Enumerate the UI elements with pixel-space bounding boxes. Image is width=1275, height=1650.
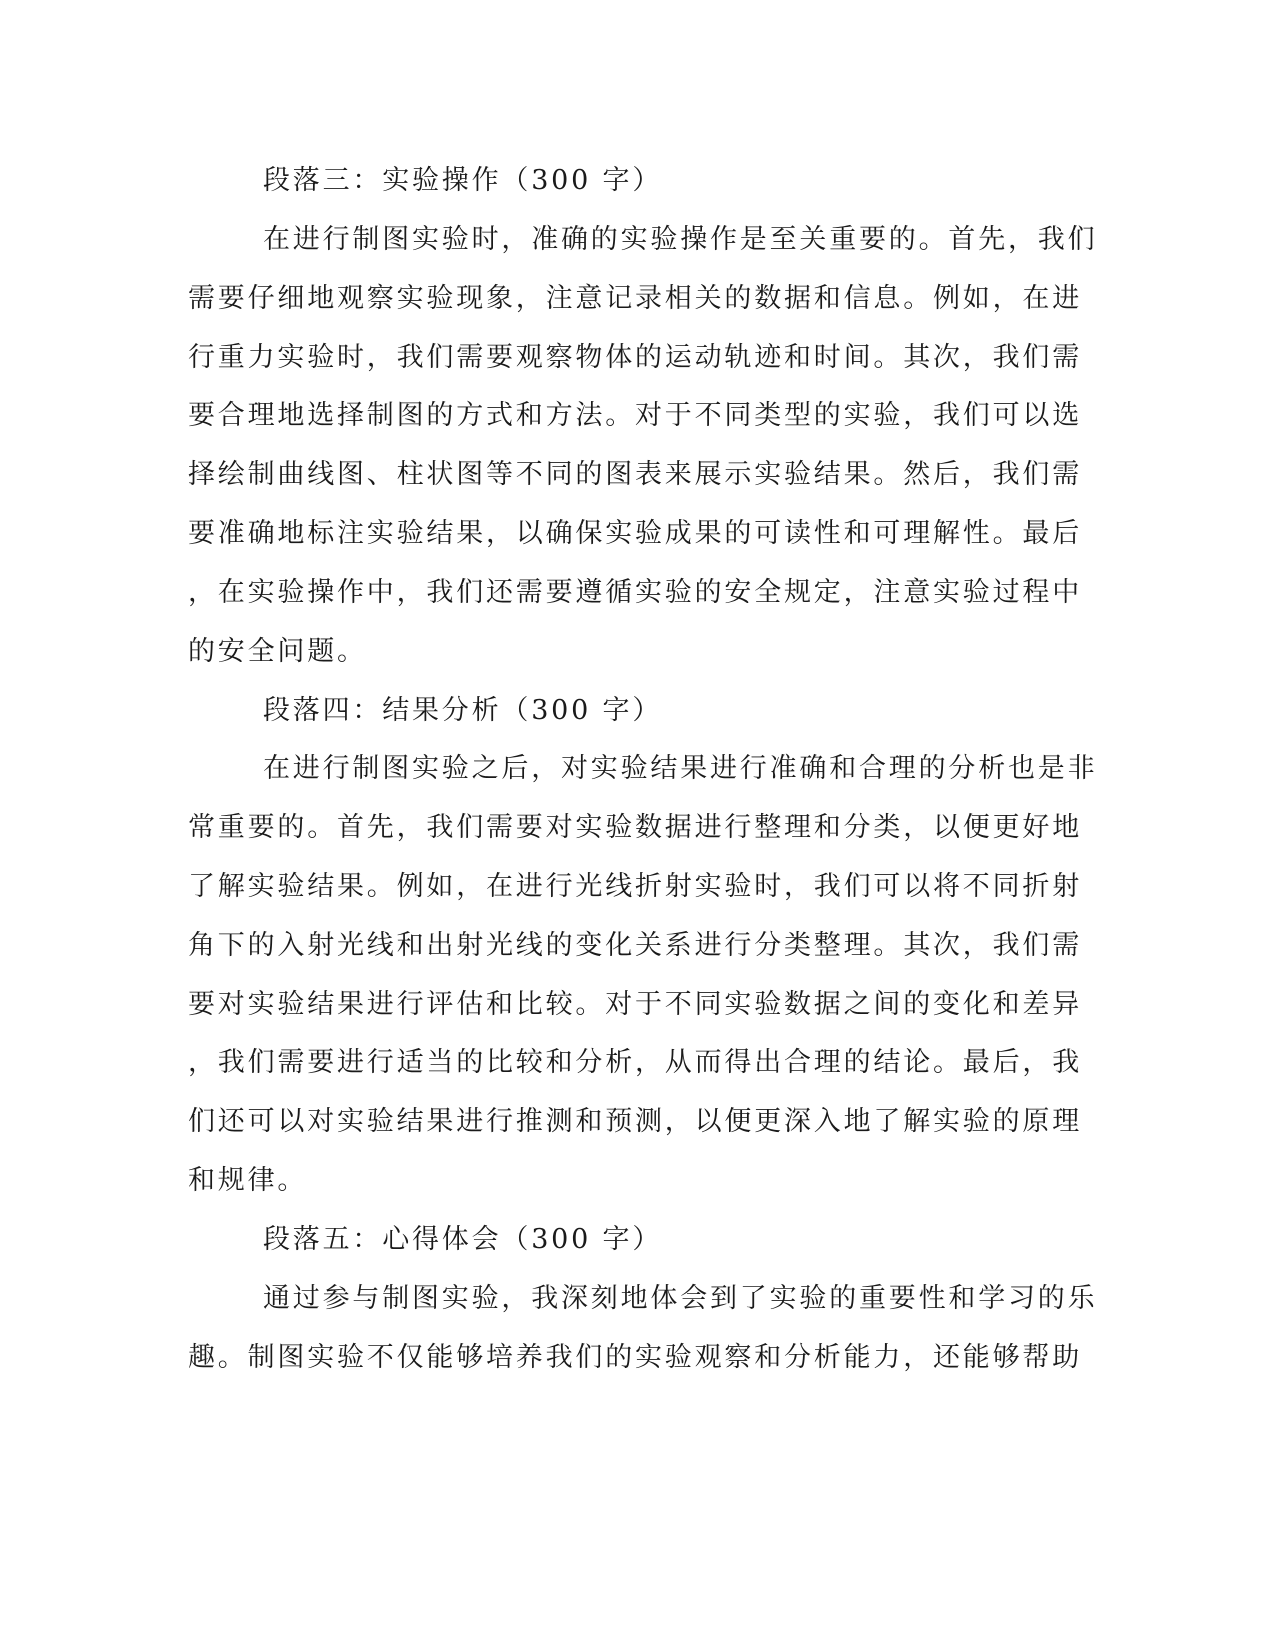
paragraph-line: 们还可以对实验结果进行推测和预测，以便更深入地了解实验的原理 (188, 1106, 1082, 1137)
paragraph-line: 和规律。 (188, 1165, 308, 1196)
paragraph-line: 要准确地标注实验结果，以确保实验成果的可读性和可理解性。最后 (188, 518, 1082, 549)
paragraph-line: 趣。制图实验不仅能够培养我们的实验观察和分析能力，还能够帮助 (188, 1342, 1082, 1373)
paragraph-line: 要对实验结果进行评估和比较。对于不同实验数据之间的变化和差异 (188, 989, 1082, 1020)
paragraph-line: 择绘制曲线图、柱状图等不同的图表来展示实验结果。然后，我们需 (188, 459, 1082, 490)
paragraph-line: 通过参与制图实验，我深刻地体会到了实验的重要性和学习的乐 (263, 1283, 1098, 1314)
paragraph-line: 常重要的。首先，我们需要对实验数据进行整理和分类，以便更好地 (188, 812, 1082, 843)
paragraph-line: ，在实验操作中，我们还需要遵循实验的安全规定，注意实验过程中 (188, 577, 1082, 608)
paragraph-line: 在进行制图实验之后，对实验结果进行准确和合理的分析也是非 (263, 753, 1098, 784)
section-heading: 段落三：实验操作（300 字） (263, 165, 663, 196)
paragraph-line: ，我们需要进行适当的比较和分析，从而得出合理的结论。最后，我 (188, 1047, 1082, 1078)
paragraph-line: 要合理地选择制图的方式和方法。对于不同类型的实验，我们可以选 (188, 400, 1082, 431)
paragraph-line: 在进行制图实验时，准确的实验操作是至关重要的。首先，我们 (263, 224, 1098, 255)
paragraph-line: 需要仔细地观察实验现象，注意记录相关的数据和信息。例如，在进 (188, 283, 1082, 314)
paragraph-line: 的安全问题。 (188, 636, 367, 667)
paragraph-line: 角下的入射光线和出射光线的变化关系进行分类整理。其次，我们需 (188, 930, 1082, 961)
section-heading: 段落五：心得体会（300 字） (263, 1224, 663, 1255)
paragraph-line: 了解实验结果。例如，在进行光线折射实验时，我们可以将不同折射 (188, 871, 1082, 902)
section-heading: 段落四：结果分析（300 字） (263, 695, 663, 726)
paragraph-line: 行重力实验时，我们需要观察物体的运动轨迹和时间。其次，我们需 (188, 342, 1082, 373)
